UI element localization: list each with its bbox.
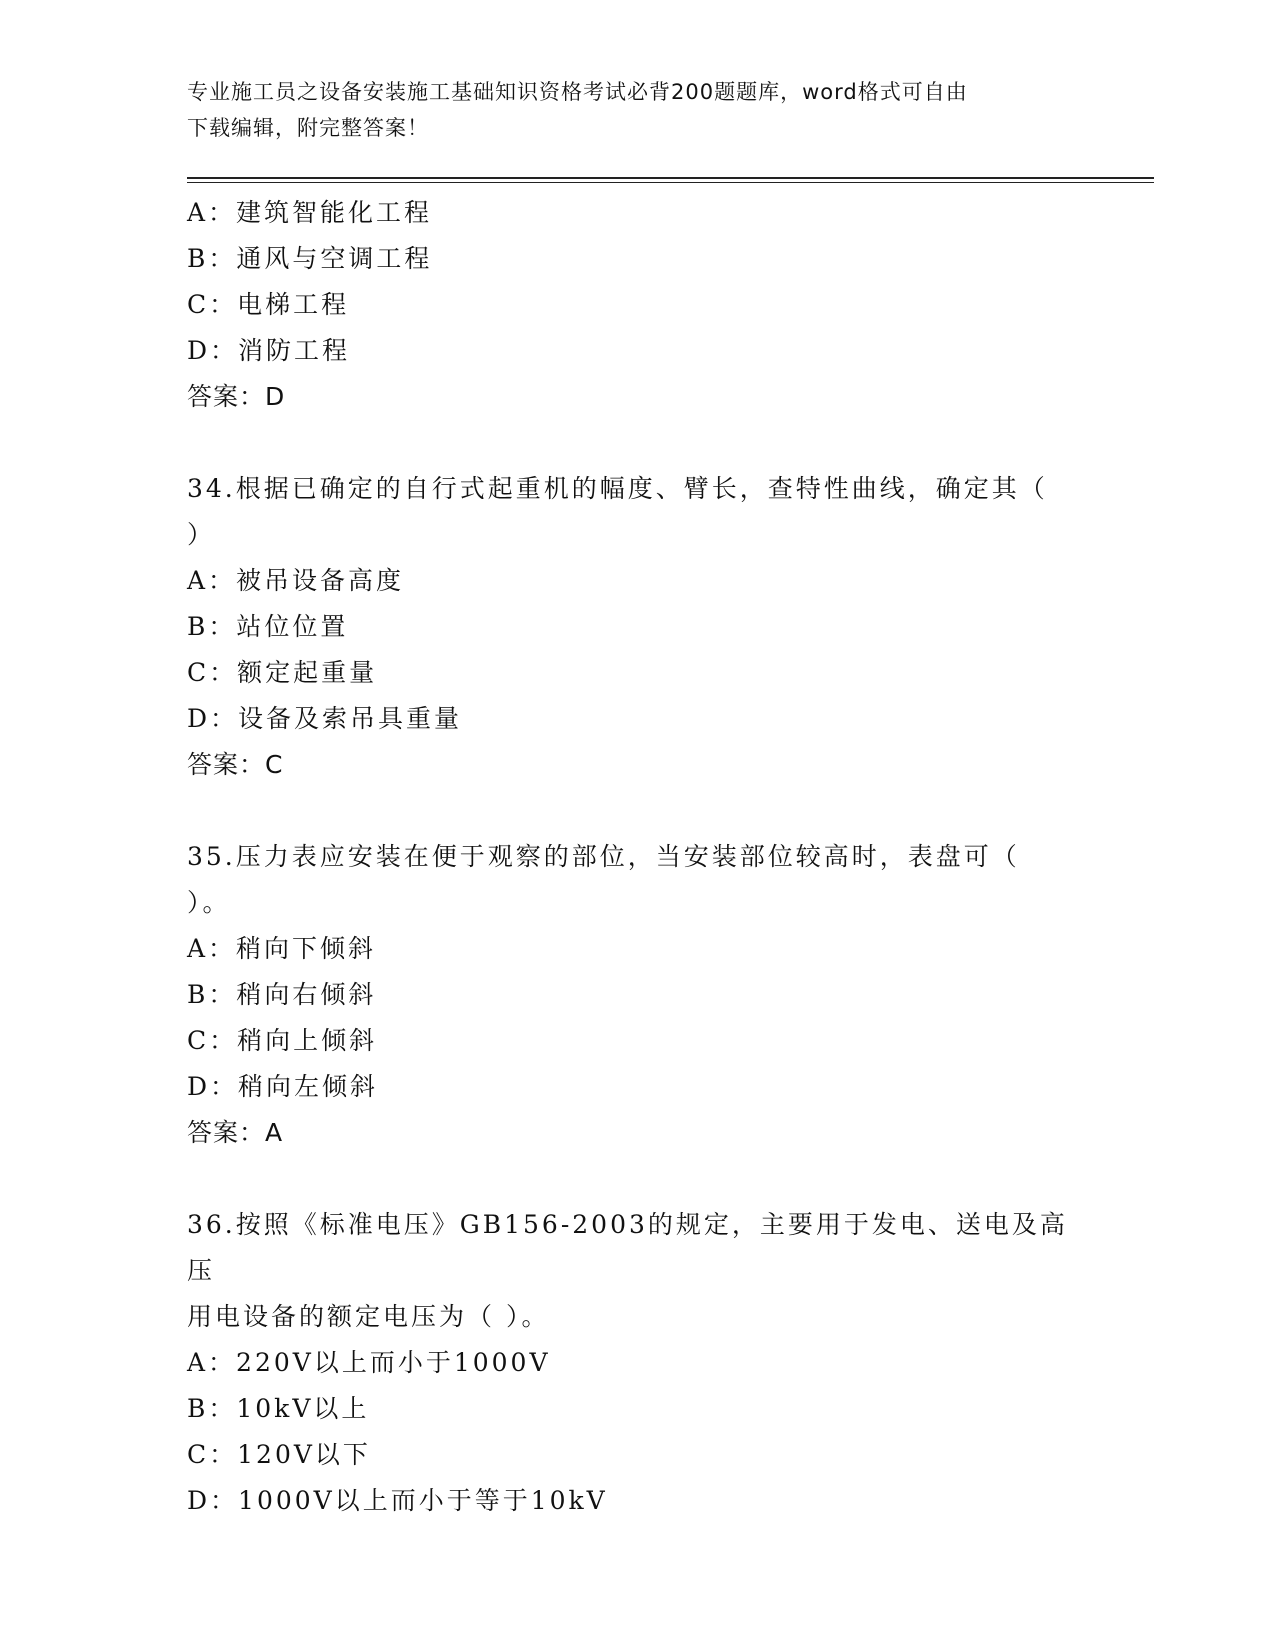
option-d: D：消防工程 bbox=[187, 336, 351, 365]
question-stem-line-2: ） bbox=[187, 520, 216, 549]
header-line-1: 专业施工员之设备安装施工基础知识资格考试必背200题题库，word格式可自由 bbox=[187, 80, 968, 104]
question-stem-line-1: 36.按照《标准电压》GB156-2003的规定，主要用于发电、送电及高压 bbox=[187, 1210, 1068, 1285]
question-stem-line-2: ）。 bbox=[187, 888, 231, 917]
option-b: B：稍向右倾斜 bbox=[187, 980, 377, 1009]
option-c: C：120V以下 bbox=[187, 1440, 371, 1469]
header-rule-thin bbox=[187, 182, 1154, 183]
question-stem-line-1: 35.压力表应安装在便于观察的部位，当安装部位较高时，表盘可（ bbox=[187, 842, 1020, 871]
option-a: A：220V以上而小于1000V bbox=[187, 1348, 551, 1377]
question-list bbox=[187, 190, 1087, 1524]
header-line-2: 下载编辑，附完整答案！ bbox=[187, 116, 429, 140]
option-b: B：站位位置 bbox=[187, 612, 349, 641]
option-a: A：建筑智能化工程 bbox=[187, 198, 433, 227]
question-34 bbox=[187, 466, 1087, 788]
question-35 bbox=[187, 834, 1087, 1156]
question-stem-line-2: 用电设备的额定电压为（ ）。 bbox=[187, 1302, 550, 1331]
document-header bbox=[187, 74, 1087, 146]
option-a: A：稍向下倾斜 bbox=[187, 934, 377, 963]
question-33 bbox=[187, 190, 1087, 420]
option-c: C：稍向上倾斜 bbox=[187, 1026, 378, 1055]
answer-line: 答案：A bbox=[187, 1118, 284, 1147]
answer-line: 答案：D bbox=[187, 382, 286, 411]
option-d: D：稍向左倾斜 bbox=[187, 1072, 379, 1101]
question-36 bbox=[187, 1202, 1087, 1524]
option-b: B：通风与空调工程 bbox=[187, 244, 433, 273]
question-stem-line-1: 34.根据已确定的自行式起重机的幅度、臂长，查特性曲线，确定其（ bbox=[187, 474, 1048, 503]
option-d: D：1000V以上而小于等于10kV bbox=[187, 1486, 608, 1515]
option-d: D：设备及索吊具重量 bbox=[187, 704, 463, 733]
option-a: A：被吊设备高度 bbox=[187, 566, 405, 595]
spacer bbox=[187, 420, 1087, 466]
option-c: C：电梯工程 bbox=[187, 290, 350, 319]
answer-line: 答案：C bbox=[187, 750, 284, 779]
header-rule-thick bbox=[187, 177, 1154, 179]
option-c: C：额定起重量 bbox=[187, 658, 378, 687]
option-b: B：10kV以上 bbox=[187, 1394, 370, 1423]
spacer bbox=[187, 1156, 1087, 1202]
spacer bbox=[187, 788, 1087, 834]
